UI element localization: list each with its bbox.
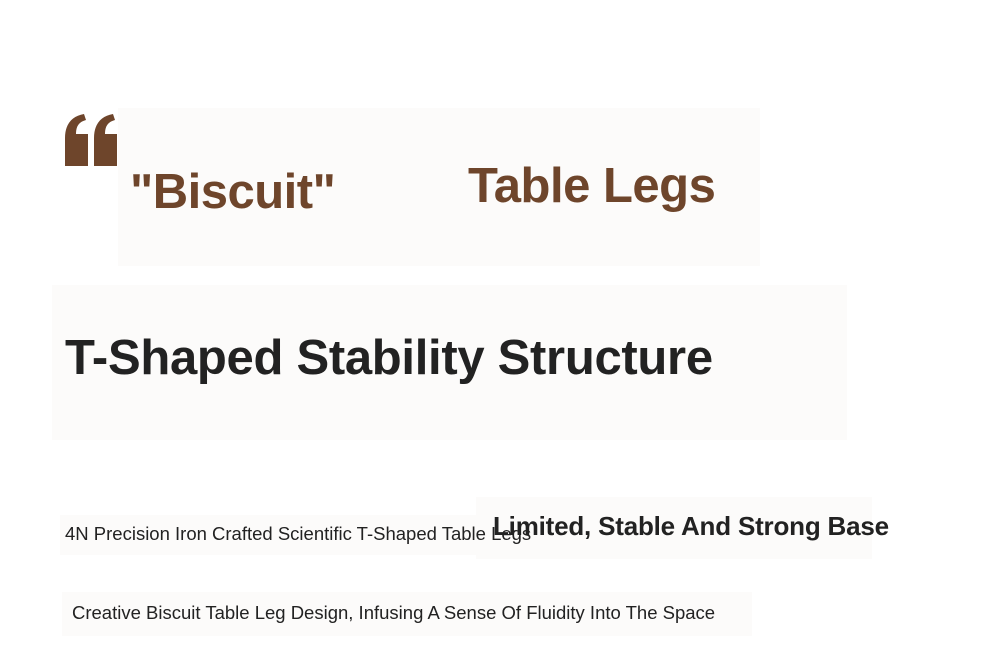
feature-item: Creative Biscuit Table Leg Design, Infusing A Sense Of Fluidity Into The Space <box>72 602 716 623</box>
title-table-legs: Table Legs <box>468 159 716 213</box>
feature-item: 4N Precision Iron Crafted Scientific T-Shaped Table Legs <box>65 523 532 544</box>
title-biscuit: "Biscuit" <box>130 165 336 219</box>
quote-open-icon <box>62 88 124 178</box>
feature-highlight: Limited, Stable And Strong Base <box>493 511 889 541</box>
section-heading: T-Shaped Stability Structure <box>65 331 713 385</box>
